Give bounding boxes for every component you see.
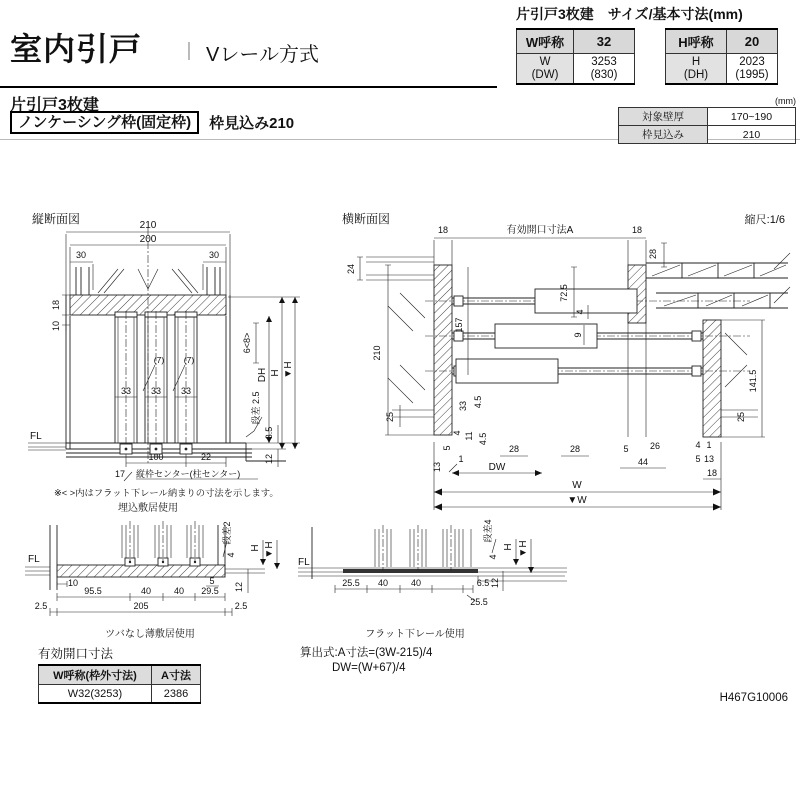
dim-label: ▼W xyxy=(567,495,587,506)
opening-row-value: 2386 xyxy=(152,685,201,704)
dim-label: 5 xyxy=(623,444,629,454)
wall-thickness-label: 対象壁厚 xyxy=(619,108,708,126)
dim-label: 4 xyxy=(575,309,585,315)
dim-label: 11 xyxy=(464,431,474,441)
dim-label: 3.5 xyxy=(264,426,274,440)
w-label-cell: W (DW) xyxy=(517,54,574,85)
dim-label: 33 xyxy=(150,386,162,396)
dim-label: 30 xyxy=(208,250,220,260)
opening-row-name: W32(3253) xyxy=(39,685,152,704)
dim-label: 40 xyxy=(410,578,422,588)
size-table-block xyxy=(516,4,778,85)
wall-spec-block xyxy=(618,96,796,144)
dim-label: 4 xyxy=(488,554,498,560)
dim-label: 40 xyxy=(140,586,152,596)
dim-label: 12 xyxy=(264,453,274,465)
opening-table-block xyxy=(38,644,201,704)
dim-label: 33 xyxy=(180,386,192,396)
dim-label: 25 xyxy=(736,411,746,423)
detail-flat-rail-svg xyxy=(295,515,585,650)
dim-label: 9 xyxy=(573,332,583,338)
opening-table xyxy=(38,664,201,704)
floor-level-label: FL xyxy=(28,554,40,565)
vsec-linework xyxy=(28,227,300,481)
opening-col2-header: A寸法 xyxy=(152,665,201,685)
dim-label: 13 xyxy=(432,461,442,473)
frame-spec-line xyxy=(10,111,294,134)
h-label-cell: H (DH) xyxy=(666,54,727,85)
dim-label: (7) xyxy=(183,355,195,365)
header-rule xyxy=(0,86,497,88)
dim-label: H xyxy=(250,544,261,552)
dim-label: 44 xyxy=(637,457,649,467)
dim-label: ▼H xyxy=(518,540,529,558)
detail-thin-sill-svg xyxy=(20,515,320,650)
dim-label: 4 xyxy=(226,552,236,558)
dim-label: 2.5 xyxy=(234,601,248,611)
dim-label: 200 xyxy=(139,234,157,245)
dim-label: H xyxy=(503,543,514,551)
rail-note-label: ※< >内はフラット下レール納まりの寸法を示します。 xyxy=(54,488,279,498)
dim-label: 2.5 xyxy=(34,601,48,611)
frame-type-box: ノンケーシング枠(固定枠) xyxy=(10,111,199,134)
rail-method-label: Vレール方式 xyxy=(206,44,319,66)
dim-label: 210 xyxy=(372,345,382,361)
w-code-cell: 32 xyxy=(574,29,635,54)
dim-label: 4 xyxy=(695,440,701,450)
dim-label: 18 xyxy=(51,299,61,311)
dim-label: 157 xyxy=(454,317,464,333)
floor-level-label: FL xyxy=(30,431,42,442)
dim-label: 25.5 xyxy=(342,578,360,588)
formula-line-1: 算出式:A寸法=(3W-215)/4 xyxy=(300,647,433,659)
dim-label: 4 xyxy=(452,430,462,436)
dim-label: 12 xyxy=(234,581,244,593)
formula-line-2: DW=(W+67)/4 xyxy=(332,662,406,674)
dim-label: (7) xyxy=(153,355,165,365)
dim-label: ▼H xyxy=(283,361,294,379)
dim-label: 40 xyxy=(377,578,389,588)
height-size-table xyxy=(665,28,778,85)
center-note-label: 縦枠センター(柱センター) xyxy=(136,469,241,479)
dim-label: 段差4 xyxy=(483,519,493,543)
dim-label: 100 xyxy=(148,452,164,462)
frame-depth-label: 枠見込み210 xyxy=(209,115,295,132)
dim-label: 24 xyxy=(346,263,356,275)
dim-label: 30 xyxy=(75,250,87,260)
vertical-section-svg xyxy=(20,205,320,515)
dim-label: 5 xyxy=(209,576,215,586)
dim-label: 205 xyxy=(133,601,149,611)
opening-dim-label: 有効開口寸法A xyxy=(506,225,574,236)
dim-label: 40 xyxy=(173,586,185,596)
unit-label: (mm) xyxy=(775,96,796,106)
scale-label: 縮尺:1/6 xyxy=(744,214,785,226)
w-header-cell: W呼称 xyxy=(517,29,574,54)
wall-spec-table xyxy=(618,107,796,144)
dim-label: 12 xyxy=(490,577,500,589)
dim-label: 33 xyxy=(120,386,132,396)
dim-label: DH xyxy=(257,367,268,383)
dim-label: 95.5 xyxy=(84,586,102,596)
detail-caption: フラット下レール使用 xyxy=(365,629,465,640)
dim-label: ▼H xyxy=(264,541,275,559)
dim-label: 29.5 xyxy=(201,586,219,596)
size-table-title: 片引戸3枚建 サイズ/基本寸法(mm) xyxy=(516,6,743,22)
dim-label: DW xyxy=(488,462,506,473)
dim-label: 段差2 xyxy=(222,521,232,545)
dim-label: H xyxy=(270,369,281,377)
dim-label: 4.5 xyxy=(478,432,488,446)
h-header-cell: H呼称 xyxy=(666,29,727,54)
det2-labels xyxy=(298,519,529,640)
title-divider: ｜ xyxy=(180,42,198,62)
dim-label: 141.5 xyxy=(748,369,758,393)
dim-label: 1 xyxy=(706,440,712,450)
formula-block xyxy=(300,646,432,676)
dim-label: 26 xyxy=(649,441,661,451)
dim-label: 28 xyxy=(508,444,520,454)
dim-label: 13 xyxy=(703,454,715,464)
dim-label: 17 xyxy=(114,469,126,479)
width-size-table xyxy=(516,28,635,85)
floor-level-label: FL xyxy=(298,557,310,568)
dim-label: 4.5 xyxy=(473,395,483,409)
frame-depth-row-label: 枠見込み xyxy=(619,126,708,144)
dim-label: 6<8> xyxy=(242,332,252,354)
h-code-cell: 20 xyxy=(727,29,778,54)
dim-label: 1 xyxy=(458,454,464,464)
wall-thickness-value: 170~190 xyxy=(708,108,796,126)
hsec-title: 横断面図 xyxy=(342,212,391,226)
dim-label: 28 xyxy=(648,248,658,260)
dim-label: 72.5 xyxy=(559,284,569,302)
horizontal-section-svg xyxy=(330,205,795,535)
hsec-linework xyxy=(357,238,790,511)
det1-labels xyxy=(28,521,275,640)
dim-label: 18 xyxy=(631,225,643,235)
w-value-cell: 3253 (830) xyxy=(574,54,635,85)
dim-label: 段差 2.5 xyxy=(251,391,261,425)
sill-usage-label: 埋込敷居使用 xyxy=(118,503,178,514)
opening-col1-header: W呼称(枠外寸法) xyxy=(39,665,152,685)
dim-label: 22 xyxy=(200,452,212,462)
dim-label: 28 xyxy=(569,444,581,454)
dim-label: 5 xyxy=(695,454,701,464)
dim-label: 18 xyxy=(437,225,449,235)
frame-depth-row-value: 210 xyxy=(708,126,796,144)
door-type-label: 片引戸3枚建 xyxy=(10,97,99,114)
opening-table-title: 有効開口寸法 xyxy=(38,647,114,661)
document-number: H467G10006 xyxy=(719,692,788,704)
dim-label: 18 xyxy=(706,468,718,478)
det2-linework xyxy=(298,525,567,601)
h-value-cell: 2023 (1995) xyxy=(727,54,778,85)
dim-label: 25 xyxy=(385,411,395,423)
dim-label: 33 xyxy=(458,400,468,412)
dim-label: W xyxy=(572,480,582,491)
dim-label: 10 xyxy=(67,578,79,588)
vsec-title: 縦断面図 xyxy=(32,212,81,226)
dim-label: 210 xyxy=(139,220,157,231)
dim-label: 10 xyxy=(51,320,61,332)
dim-label: 6.5 xyxy=(476,578,490,588)
dim-label: 5 xyxy=(442,445,452,451)
detail-caption: ツバなし薄敷居使用 xyxy=(105,629,195,640)
page-title: 室内引戸 xyxy=(10,31,143,67)
dim-label: 25.5 xyxy=(470,597,488,607)
